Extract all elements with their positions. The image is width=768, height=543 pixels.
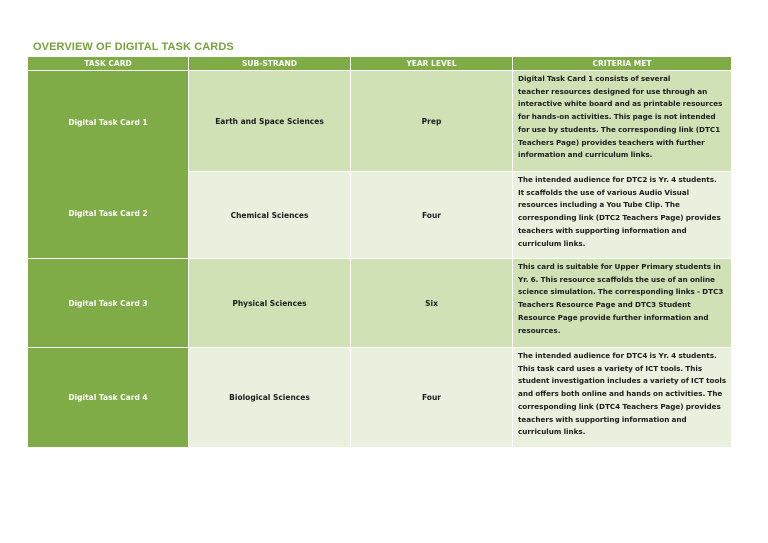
task-card-label: Digital Task Card 1 <box>68 117 148 127</box>
criteria-line: It scaffolds the use of various Audio Visual <box>518 187 690 197</box>
header-year-level: YEAR LEVEL <box>351 57 513 71</box>
criteria-line: The intended audience for DTC4 is Yr. 4 students. <box>518 351 717 360</box>
criteria-line: Teachers Page) provides teachers with further <box>518 137 705 147</box>
criteria-line: Resource Page provide further information and <box>518 312 709 322</box>
criteria-line: for use by students. The corresponding link (DTC1 <box>518 124 721 134</box>
criteria-line: corresponding link (DTC2 Teachers Page) provides <box>518 213 721 223</box>
year-level-cell: Prep <box>351 71 513 172</box>
task-cards-table <box>28 57 731 448</box>
task-card-label: Digital Task Card 2 <box>68 208 148 218</box>
criteria-line: Teachers Resource Page and DTC3 Student <box>518 300 691 310</box>
page-title: OVERVIEW OF DIGITAL TASK CARDS <box>33 41 234 53</box>
table-row <box>28 348 731 448</box>
criteria-line: teachers with supporting information and <box>518 414 687 424</box>
criteria-line: The intended audience for DTC2 is Yr. 4 students. <box>518 175 717 184</box>
year-level-cell: Four <box>351 348 513 448</box>
criteria-line: Digital Task Card 1 consists of several <box>518 74 671 83</box>
criteria-line: curriculum links. <box>518 427 586 437</box>
year-level-cell: Four <box>351 172 513 259</box>
criteria-line: interactive white board and as printable resources <box>518 99 723 109</box>
criteria-line: and offers both online and hands on activities. The <box>518 389 723 399</box>
criteria-line: resources. <box>518 325 561 335</box>
criteria-line: corresponding link (DTC4 Teachers Page) provides <box>518 401 721 411</box>
header-task-card: TASK CARD <box>28 57 189 71</box>
table-row <box>28 259 731 348</box>
sub-strand-cell: Biological Sciences <box>189 348 351 448</box>
year-level-cell: Six <box>351 259 513 348</box>
criteria-line: This task card uses a variety of ICT tools. This <box>518 363 703 373</box>
criteria-line: This card is suitable for Upper Primary students in <box>518 262 721 271</box>
criteria-cell <box>513 71 731 172</box>
criteria-cell <box>513 172 731 259</box>
criteria-cell <box>513 348 731 448</box>
task-card-cell: Digital Task Card 3 <box>28 259 189 348</box>
criteria-line: information and curriculum links. <box>518 150 653 160</box>
sub-strand-cell: Earth and Space Sciences <box>189 71 351 172</box>
criteria-line: science simulation. The corresponding links - DTC3 <box>518 287 724 297</box>
sub-strand-cell: Chemical Sciences <box>189 172 351 259</box>
table-header-row <box>28 57 731 71</box>
header-criteria-met: CRITERIA MET <box>513 57 731 71</box>
header-sub-strand: SUB-STRAND <box>189 57 351 71</box>
criteria-line: resources including a You Tube Clip. The <box>518 200 680 210</box>
task-card-cell: Digital Task Card 4 <box>28 348 189 448</box>
criteria-cell <box>513 259 731 348</box>
criteria-line: Yr. 6. This resource scaffolds the use of an online <box>518 274 715 284</box>
criteria-line: student investigation includes a variety of ICT tools <box>518 376 727 386</box>
table-row <box>28 71 731 172</box>
task-card-cell <box>28 71 189 259</box>
criteria-line: teacher resources designed for use through an <box>518 86 708 96</box>
sub-strand-cell: Physical Sciences <box>189 259 351 348</box>
criteria-line: teachers with supporting information and <box>518 225 687 235</box>
criteria-line: curriculum links. <box>518 238 586 248</box>
criteria-line: for hands-on activities. This page is not intended <box>518 112 716 122</box>
